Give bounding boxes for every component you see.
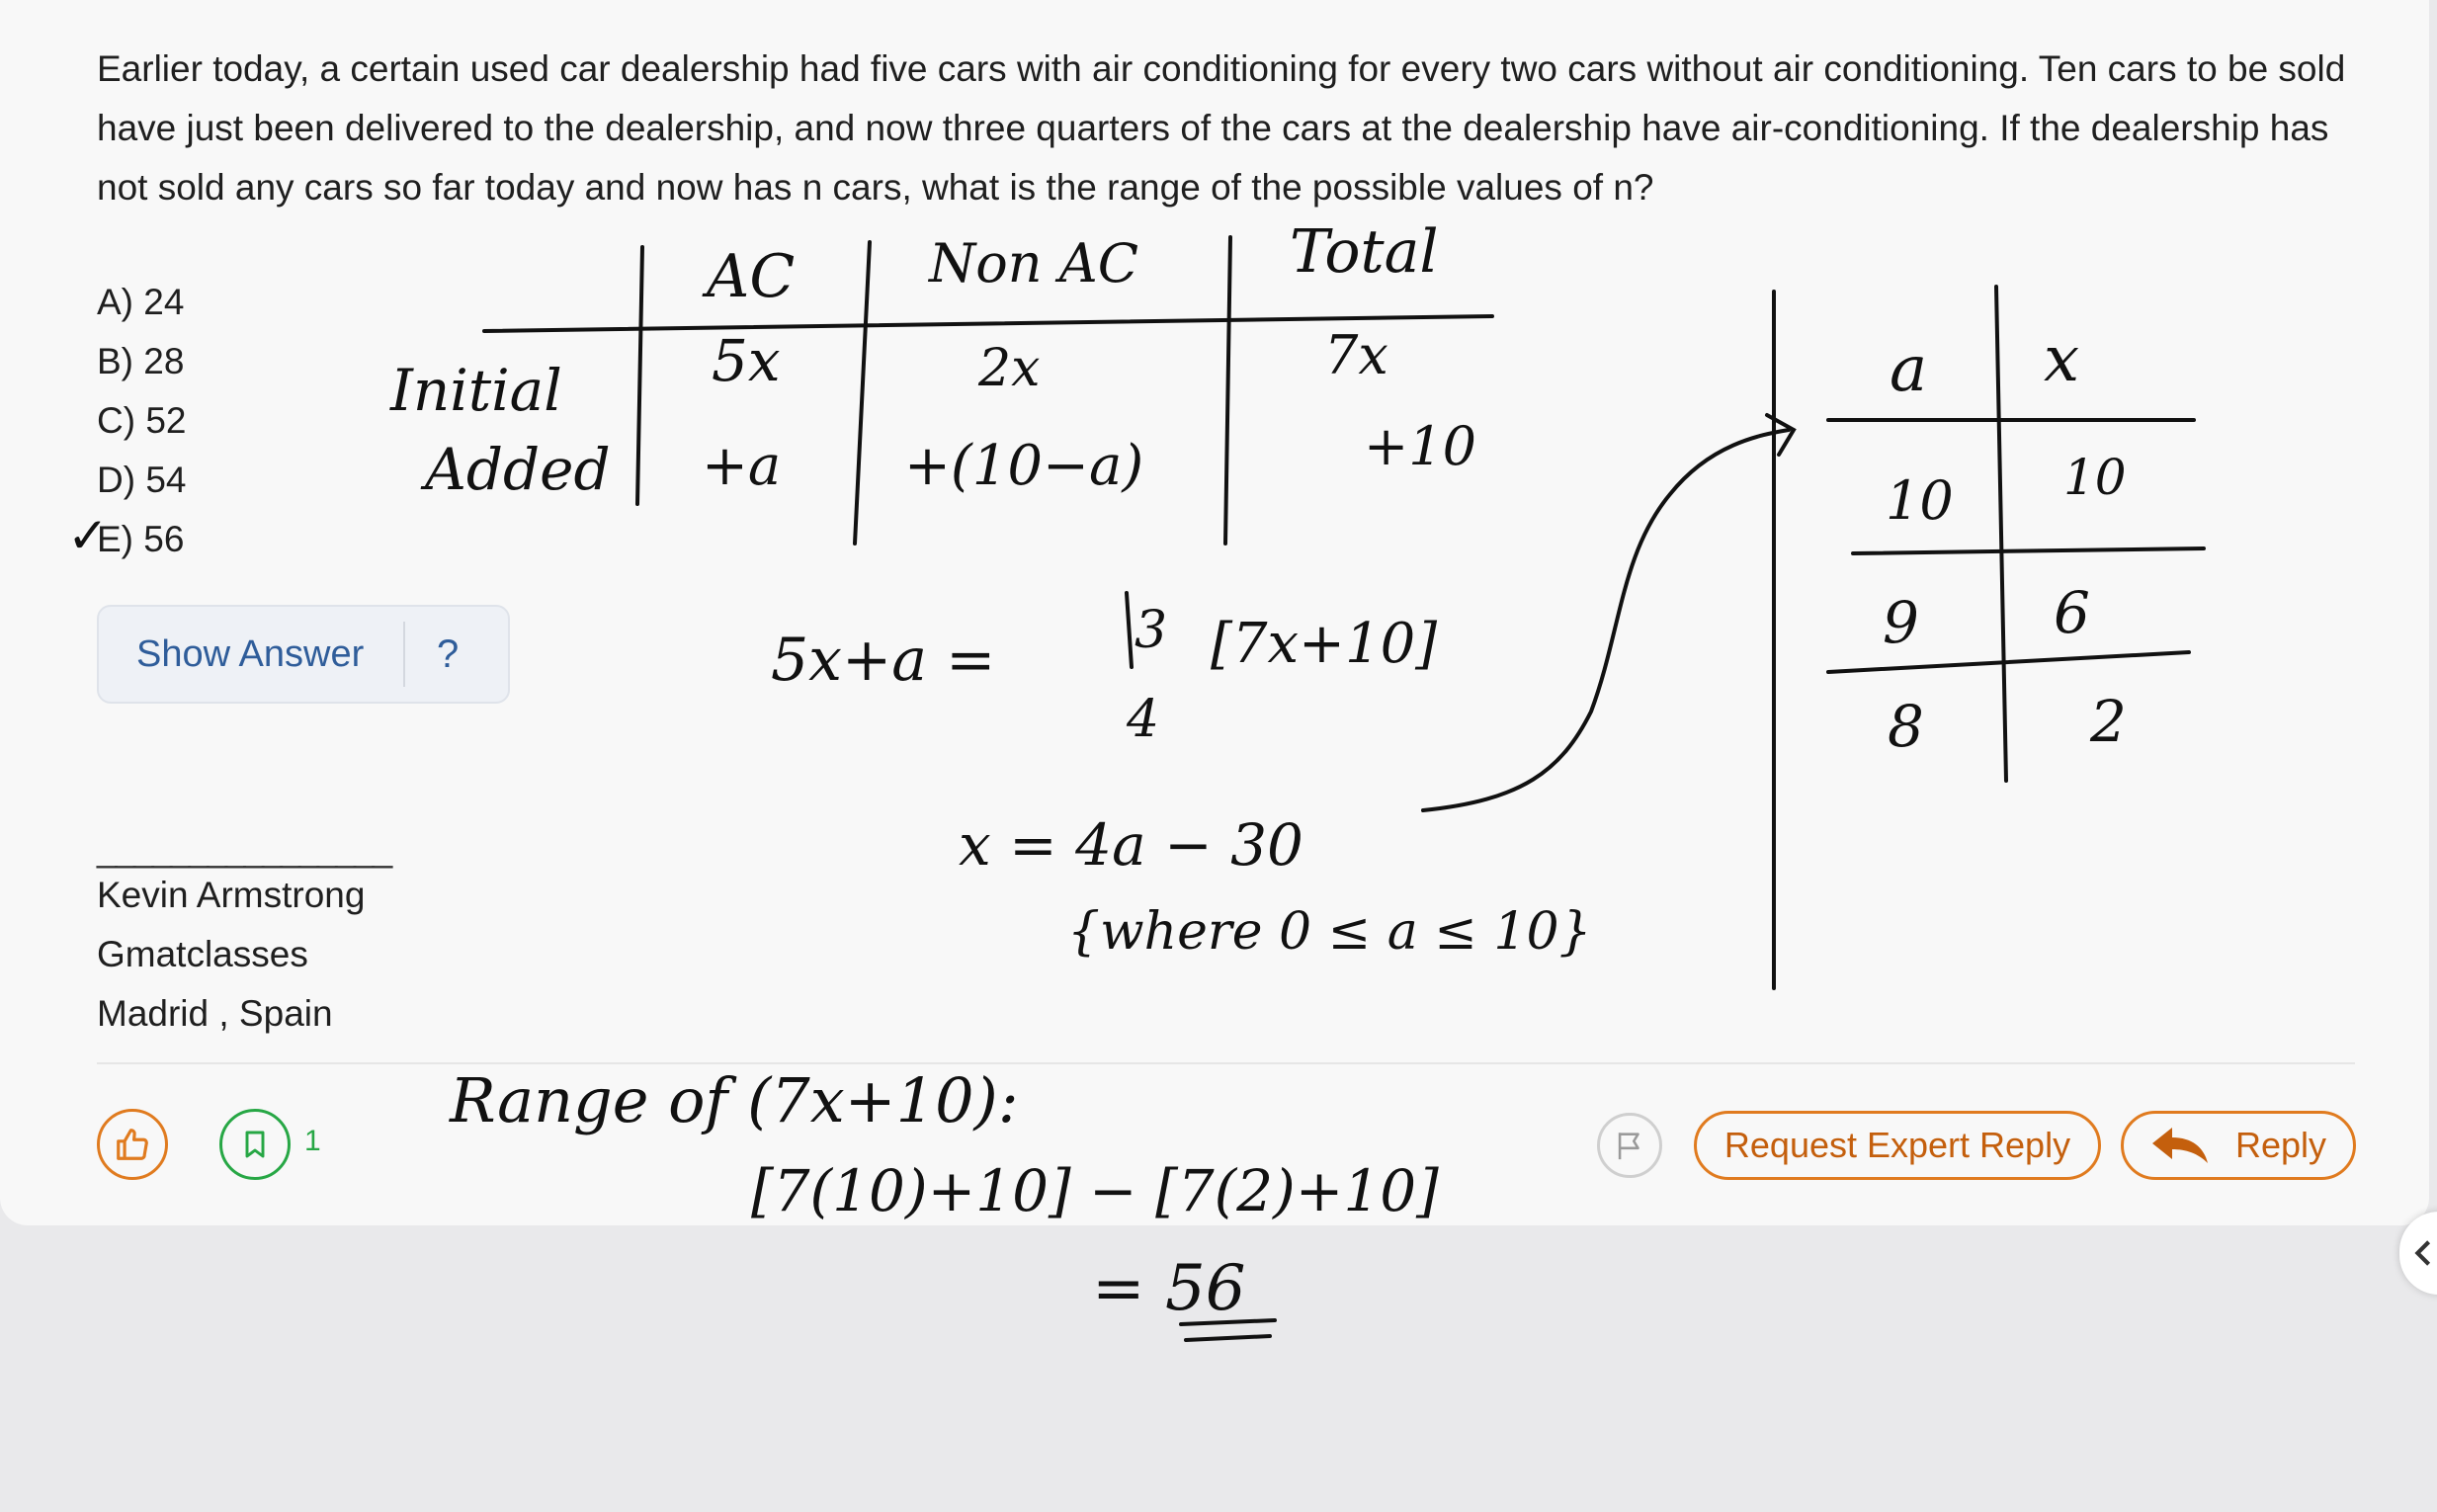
chevron-left-icon: [2413, 1238, 2433, 1268]
hw-side-row-2-x: 6: [2054, 579, 2090, 646]
hw-side-row-3-x: 2: [2090, 688, 2127, 755]
signature: [97, 866, 365, 1044]
hw-side-col-a: a: [1890, 333, 1928, 406]
hw-added-total: +10: [1364, 415, 1476, 477]
answer-help-button[interactable]: ?: [437, 631, 460, 676]
signature-org: Gmatclasses: [97, 934, 308, 974]
request-expert-reply-button[interactable]: [1694, 1111, 2101, 1180]
signature-rule: ________________: [97, 828, 391, 869]
hw-side-row-3-a: 8: [1888, 693, 1924, 760]
like-button[interactable]: [97, 1109, 168, 1180]
hw-equation-left: 5x+a =: [771, 626, 996, 695]
hw-added-ac: +a: [702, 434, 782, 498]
hw-equation-x: x = 4a − 30: [959, 811, 1303, 879]
flag-button[interactable]: [1597, 1113, 1662, 1178]
hw-side-row-1-x: 10: [2063, 449, 2127, 506]
choice-a: A) 24: [97, 282, 185, 322]
hw-side-row-1-a: 10: [1886, 469, 1954, 532]
hw-range-label: Range of (7x+10):: [450, 1064, 1019, 1136]
hw-equation-denominator: 4: [1127, 690, 1160, 749]
hw-initial-total: 7x: [1324, 324, 1388, 386]
request-expert-reply-label: Request Expert Reply: [1723, 1125, 2071, 1165]
hw-equation-numerator: 3: [1134, 601, 1168, 660]
hw-range-result: = 56: [1092, 1252, 1246, 1325]
hw-row-initial: Initial: [390, 357, 562, 424]
hw-added-non-ac: +(10−a): [904, 434, 1144, 498]
reply-label: Reply: [2234, 1125, 2327, 1165]
signature-location: Madrid , Spain: [97, 993, 333, 1034]
hw-equation-constraint: {where 0 ≤ a ≤ 10}: [1067, 902, 1592, 962]
hw-equation-right: [7x+10]: [1211, 612, 1438, 676]
bookmark-button[interactable]: [219, 1109, 291, 1180]
hw-side-row-2-a: 9: [1883, 589, 1919, 656]
choice-e: E) 56: [97, 519, 185, 559]
bookmark-count: 1: [304, 1125, 321, 1157]
hw-initial-non-ac: 2x: [978, 339, 1041, 398]
hw-row-added: Added: [425, 436, 611, 503]
hw-col-total: Total: [1290, 217, 1439, 287]
hw-initial-ac: 5x: [712, 327, 781, 394]
check-mark-icon: ✓: [67, 507, 109, 564]
bookmark-icon: [239, 1129, 271, 1160]
choice-b: B) 28: [97, 341, 185, 381]
footer-divider: [97, 1062, 2355, 1064]
show-answer-label: Show Answer: [136, 632, 365, 675]
thumbs-up-icon: [114, 1126, 151, 1163]
hw-col-ac: AC: [707, 242, 796, 311]
choice-c: C) 52: [97, 400, 187, 441]
choice-d: D) 54: [97, 460, 187, 500]
hw-range-calculation: [7(10)+10] − [7(2)+10]: [751, 1157, 1439, 1224]
question-text: Earlier today, a certain used car dealership had five cars with air conditioning for every two cars without air conditioning. Ten cars to be sold have just been delivered to the dealership, and now three quarters of the cars at the dealership have air-conditioning. If the dealership has not sold any cars so far today and now has n cars, what is the range of the possible values of n?: [97, 48, 2346, 208]
flag-icon: [1613, 1129, 1646, 1162]
reply-arrow-icon: [2150, 1126, 2210, 1165]
hw-side-col-x: x: [2044, 323, 2080, 396]
signature-name: Kevin Armstrong: [97, 875, 366, 915]
reply-button[interactable]: [2121, 1111, 2356, 1180]
show-answer-button[interactable]: [97, 605, 510, 704]
hw-col-non-ac: Non AC: [929, 232, 1139, 294]
